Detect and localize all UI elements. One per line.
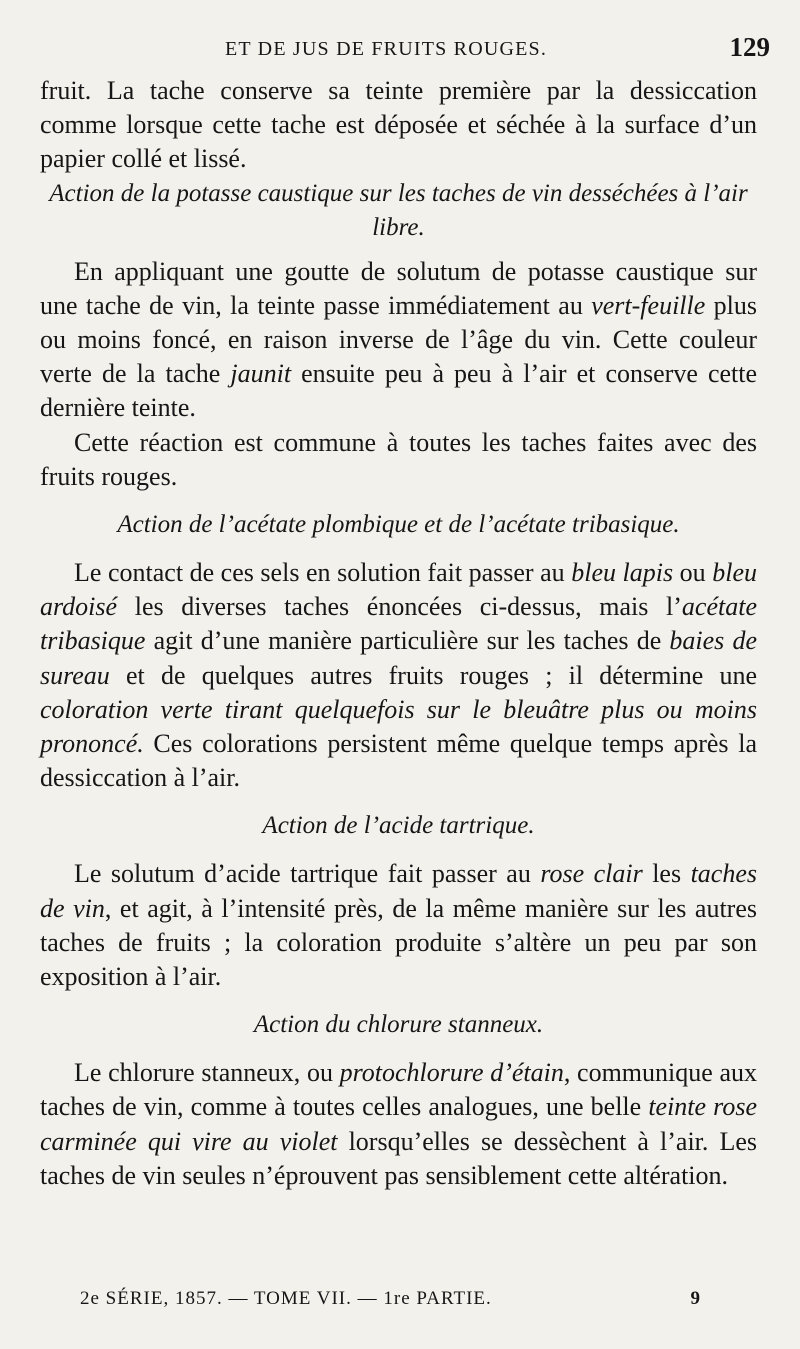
italic-text: bleu ardoisé	[40, 558, 757, 622]
italic-text: taches de vin	[40, 859, 757, 923]
paragraph	[40, 556, 757, 795]
italic-text: baies de sureau	[40, 626, 757, 690]
running-title: ET DE JUS DE FRUITS ROUGES.	[225, 38, 548, 60]
paragraph	[40, 426, 757, 494]
text-run: ou	[673, 558, 713, 588]
italic-text: rose clair	[540, 859, 643, 889]
italic-text: protochlorure d’étain	[339, 1058, 564, 1088]
signature-line: 2e SÉRIE, 1857. — TOME VII. — 1re PARTIE.	[80, 1288, 492, 1309]
text-run: Cette réaction est commune à toutes les taches faites avec des fruits rouges.	[40, 427, 757, 491]
italic-text: jaunit	[230, 359, 292, 389]
section-heading: Action de l’acide tartrique.	[262, 812, 535, 840]
section-heading: Action du chlorure stanneux.	[253, 1011, 544, 1039]
text-run: agit d’une manière particulière sur les taches de	[145, 626, 670, 656]
text-run: , communique aux taches de vin, comme à toutes celles analogues, une belle	[40, 1058, 757, 1122]
text-run: ensuite peu à peu à l’air et conserve cette dernière teinte.	[40, 359, 758, 423]
text-run: En appliquant une goutte de solutum de potasse caustique sur une tache de vin, la teinte passe immédiatement au	[40, 256, 757, 320]
section-heading: Action de l’acétate plombique et de l’acétate tribasique.	[117, 511, 680, 539]
text-run: Le chlorure stanneux, ou	[74, 1058, 340, 1088]
italic-text: vert-feuille	[591, 290, 706, 320]
paragraph	[40, 1056, 757, 1193]
text-run: Le contact de ces sels en solution fait passer au	[74, 558, 572, 588]
section-heading: Action de la potasse caustique sur les taches de vin desséchées à l’air libre.	[49, 179, 748, 241]
text-run: Ces colorations persistent même quelque temps après la dessiccation à l’air.	[40, 729, 757, 793]
page-body	[40, 74, 757, 1193]
text-run: les diverses taches énoncées ci-dessus, mais l’	[117, 592, 682, 622]
italic-text: teinte rose carminée qui vire au violet	[40, 1092, 757, 1156]
text-run: plus ou moins foncé, en raison inverse de l’âge du vin. Cette couleur verte de la tache	[40, 290, 758, 389]
page-number: 129	[729, 32, 770, 62]
paragraph	[40, 255, 757, 426]
text-run: fruit. La tache conserve sa teinte première par la dessiccation comme lorsque cette tache est déposée et séchée à la surface d’un papier collé et lissé.	[40, 76, 757, 174]
italic-text: coloration verte tirant quelquefois sur le bleuâtre plus ou moins prononcé.	[40, 694, 757, 759]
text-run: et de quelques autres fruits rouges ; il détermine une	[109, 660, 757, 690]
text-run: Le solutum d’acide tartrique fait passer au	[74, 859, 541, 889]
page-header	[40, 32, 770, 72]
paragraph	[40, 857, 757, 994]
italic-text: acétate tribasique	[40, 592, 757, 656]
text-run: les	[642, 859, 691, 889]
text-run: , et agit, à l’intensité près, de la même manière sur les autres taches de fruits ; la coloration produite s’altère un peu par son exposition à l’air.	[40, 893, 757, 992]
italic-text: bleu lapis	[571, 558, 674, 588]
text-run: lorsqu’elles se dessèchent à l’air. Les taches de vin seules n’éprouvent pas sensiblement cette altération.	[40, 1126, 758, 1190]
page-footer	[80, 1288, 700, 1318]
paragraph	[40, 74, 757, 177]
sheet-number: 9	[690, 1288, 700, 1309]
